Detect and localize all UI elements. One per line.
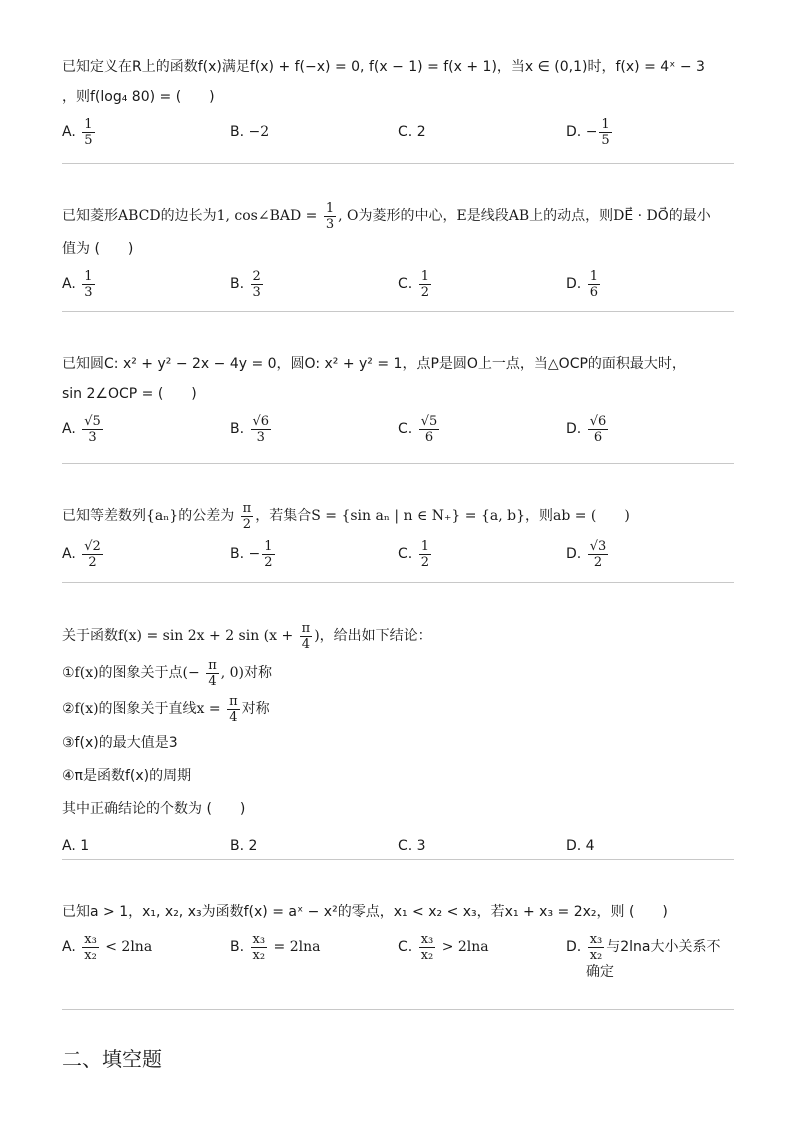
frac-num: √5: [420, 413, 438, 429]
q4-option-d[interactable]: [566, 534, 610, 574]
q5-ask: 其中正确结论的个数为 ( ): [62, 801, 246, 817]
question-3: [62, 349, 734, 449]
q6-option-a[interactable]: [62, 927, 152, 967]
frac-num: π: [229, 693, 238, 709]
option-relation: > 2lna: [441, 939, 489, 955]
question-6: [62, 897, 734, 1003]
option-label: D.: [566, 276, 582, 292]
option-label: D.: [566, 546, 582, 562]
q1-option-c[interactable]: [398, 112, 426, 152]
q5-statement-3: ③f(x)的最大值是3: [62, 735, 178, 751]
option-label: C.: [398, 546, 413, 562]
frac-den: 2: [264, 554, 273, 570]
option-label: A.: [62, 939, 76, 955]
frac-num: π: [242, 500, 252, 516]
frac-den: 3: [252, 284, 261, 300]
frac-num: 2: [252, 268, 261, 284]
q3-stem-line1: 已知圆C: x² + y² − 2x − 4y = 0，圆O: x² + y² = 1，点P是圆O上一点，当△OCP的面积最大时，: [62, 356, 686, 372]
section-heading: 二、填空题: [62, 1047, 162, 1071]
frac-den: 5: [84, 132, 93, 148]
frac-den: 6: [424, 429, 434, 445]
option-relation: = 2lna: [273, 939, 321, 955]
option-label: C.: [398, 124, 413, 140]
q5-stem-pre: 关于函数f(x) = sin 2x + 2 sin (x +: [62, 628, 294, 644]
divider: [62, 859, 734, 860]
frac-num: 1: [325, 200, 335, 216]
option-label: D.: [566, 939, 582, 955]
option-label: B.: [230, 939, 245, 955]
option-label: A.: [62, 421, 76, 437]
q1-option-a[interactable]: [62, 112, 97, 152]
frac-den: 3: [256, 429, 265, 445]
q6-stem: 已知a > 1，x₁, x₂, x₃为函数f(x) = aˣ − x²的零点，x₁ < x₂ < x₃，若x₁ + x₃ = 2x₂，则 ( ): [62, 904, 668, 920]
frac-num: 1: [601, 116, 610, 132]
q2-stem-line2: 值为 ( ): [62, 241, 134, 257]
option-label: A.: [62, 546, 76, 562]
frac-num: 1: [420, 538, 429, 554]
option-label: B.: [230, 546, 245, 562]
q5-option-c[interactable]: C. 3: [398, 838, 426, 854]
frac-den: 2: [242, 516, 252, 532]
q4-stem-pre: 已知等差数列{aₙ}的公差为: [62, 508, 235, 524]
q2-stem-line1: [62, 198, 734, 234]
frac-num: π: [301, 620, 311, 636]
frac-den: x₂: [84, 947, 97, 963]
q2-option-a[interactable]: [62, 264, 97, 304]
question-2: [62, 198, 734, 304]
q3-options: [62, 409, 734, 449]
q3-option-d[interactable]: [566, 409, 610, 449]
q2-option-c[interactable]: [398, 264, 433, 304]
frac-den: 3: [88, 429, 97, 445]
frac-num: √5: [84, 413, 101, 429]
q1-option-d[interactable]: [566, 112, 614, 152]
s1-post: , 0)对称: [220, 665, 273, 681]
q6-options: [62, 927, 734, 1003]
q5-stem: [62, 617, 734, 655]
q4-option-b[interactable]: [230, 534, 277, 574]
q5-stem-post: )，给出如下结论：: [314, 628, 432, 644]
s2-pre: ②f(x)的图象关于直线x =: [62, 701, 221, 717]
q1-options: [62, 112, 734, 152]
frac-den: x₂: [420, 947, 434, 963]
q2-stem-post: , O为菱形的中心，E是线段AB上的动点，则DE⃗ · DO⃗的最小: [338, 208, 711, 224]
frac-den: 3: [325, 216, 335, 232]
frac-den: 4: [301, 636, 311, 652]
divider: [62, 311, 734, 312]
q5-statement-1: [62, 655, 734, 691]
s2-post: 对称: [241, 701, 270, 717]
option-label: B.: [230, 124, 245, 140]
frac-num: √3: [589, 538, 607, 554]
q4-stem-line1: [62, 498, 734, 534]
frac-den: x₂: [589, 947, 603, 963]
q1-stem-line1: 已知定义在R上的函数f(x)满足f(x) + f(−x) = 0, f(x − 1) = f(x + 1)，当x ∈ (0,1)时，f(x) = 4ˣ − 3: [62, 59, 705, 75]
q3-option-a[interactable]: [62, 409, 105, 449]
q4-stem-post: ，若集合S = {sin aₙ | n ∈ N₊} = {a, b}，则ab = ( ): [255, 508, 630, 524]
option-label: C.: [398, 421, 413, 437]
frac-den: 2: [420, 554, 429, 570]
question-4: [62, 498, 734, 574]
question-5: [62, 617, 734, 866]
q2-option-d[interactable]: [566, 264, 602, 304]
frac-num: √2: [84, 538, 101, 554]
option-label: C.: [398, 276, 413, 292]
divider: [62, 1009, 734, 1010]
frac-num: √6: [252, 413, 270, 429]
q5-option-b[interactable]: B. 2: [230, 838, 258, 854]
frac-den: x₂: [252, 947, 266, 963]
q1-stem-line2: ，则f(log₄ 80) = ( ): [62, 89, 215, 105]
q6-option-d[interactable]: [566, 927, 721, 980]
frac-den: 4: [208, 673, 217, 689]
frac-den: 2: [593, 554, 603, 570]
divider: [62, 163, 734, 164]
frac-den: 3: [84, 284, 93, 300]
frac-den: 2: [420, 284, 429, 300]
frac-num: x₃: [84, 931, 97, 947]
frac-den: 2: [88, 554, 97, 570]
q5-option-d[interactable]: D. 4: [566, 838, 595, 854]
q6-option-b[interactable]: [230, 927, 320, 967]
frac-num: x₃: [420, 931, 434, 947]
frac-num: 1: [589, 268, 598, 284]
option-value: 2: [416, 124, 426, 140]
q4-option-a[interactable]: [62, 534, 105, 574]
q5-option-a[interactable]: A. 1: [62, 838, 90, 854]
q3-stem-line2: sin 2∠OCP = ( ): [62, 386, 197, 402]
frac-num: x₃: [252, 931, 266, 947]
q2-option-b[interactable]: [230, 264, 265, 304]
question-1: [62, 52, 734, 152]
q2-stem-pre: 已知菱形ABCD的边长为1, cos∠BAD =: [62, 208, 318, 224]
s1-pre: ①f(x)的图象关于点(−: [62, 665, 200, 681]
option-label: A.: [62, 276, 76, 292]
frac-den: 5: [601, 132, 610, 148]
frac-num: 1: [84, 268, 93, 284]
q4-option-c[interactable]: [398, 534, 433, 574]
frac-den: 4: [229, 709, 238, 725]
option-label: B.: [230, 421, 245, 437]
option-label: A.: [62, 124, 76, 140]
option-label: B.: [230, 276, 245, 292]
frac-num: √6: [589, 413, 607, 429]
q6-option-c[interactable]: [398, 927, 489, 967]
option-relation: 与2lna大小关系不: [606, 939, 721, 955]
option-relation: < 2lna: [105, 939, 153, 955]
option-sign: −: [585, 124, 598, 140]
option-sign: −: [248, 546, 261, 562]
option-value: −2: [248, 124, 270, 140]
frac-num: 1: [84, 116, 93, 132]
divider: [62, 582, 734, 583]
q2-options: [62, 264, 734, 304]
q3-option-b[interactable]: [230, 409, 273, 449]
frac-den: 6: [593, 429, 603, 445]
q5-statement-4: ④π是函数f(x)的周期: [62, 768, 192, 784]
q5-statement-2: [62, 691, 734, 727]
q4-options: [62, 534, 734, 574]
frac-num: x₃: [589, 931, 603, 947]
frac-num: 1: [264, 538, 273, 554]
frac-num: 1: [420, 268, 429, 284]
q1-option-b[interactable]: [230, 112, 269, 152]
frac-num: π: [208, 657, 217, 673]
frac-den: 6: [589, 284, 598, 300]
q5-options: [62, 826, 734, 866]
option-continuation: 确定: [586, 964, 614, 980]
divider: [62, 463, 734, 464]
option-label: D.: [566, 124, 582, 140]
option-label: D.: [566, 421, 582, 437]
q3-option-c[interactable]: [398, 409, 441, 449]
option-label: C.: [398, 939, 413, 955]
